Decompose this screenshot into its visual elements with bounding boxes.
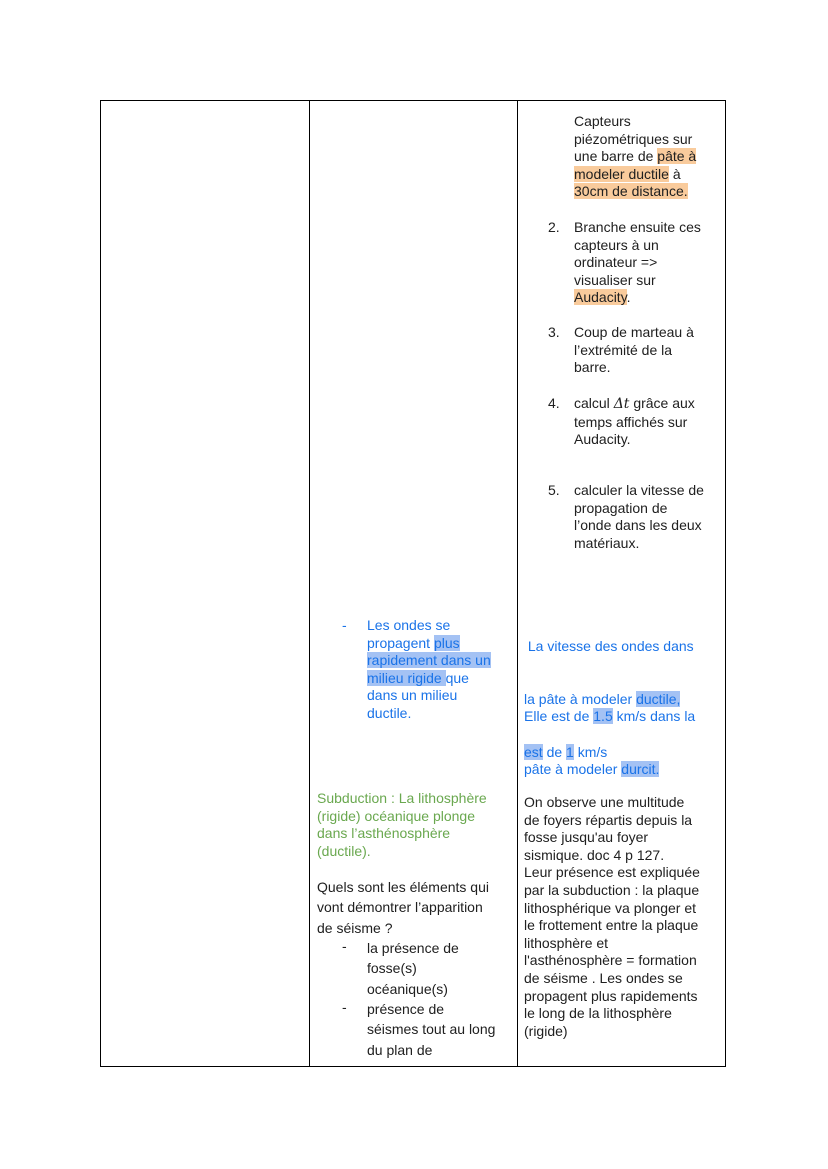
text-line: Les ondes se bbox=[367, 617, 451, 633]
text-line bbox=[524, 761, 695, 779]
text-span: une barre de bbox=[574, 148, 658, 165]
text-line bbox=[367, 652, 491, 670]
text-line: ductile. bbox=[367, 704, 412, 721]
text-line bbox=[574, 289, 701, 307]
highlight-blue: est bbox=[524, 743, 543, 760]
text-line: fosse(s) bbox=[367, 960, 417, 977]
text-line bbox=[574, 148, 696, 166]
text-span: propagent bbox=[367, 634, 434, 651]
text-line: l’onde dans les deux bbox=[574, 517, 702, 534]
highlight-orange: Audacity bbox=[574, 289, 627, 306]
text-line: de séisme ? bbox=[317, 919, 393, 936]
text-line: Quels sont les éléments qui bbox=[317, 879, 489, 895]
text-line: sismique. doc 4 p 127. bbox=[524, 846, 665, 863]
text-line: Capteurs bbox=[574, 113, 631, 129]
text-line: Audacity. bbox=[574, 431, 631, 448]
text-line bbox=[367, 670, 491, 688]
text-span: km/s bbox=[573, 743, 608, 760]
bullet-dash: - bbox=[342, 617, 347, 633]
text-line: (rigide) bbox=[524, 1022, 568, 1039]
text-line: le frottement entre la plaque bbox=[524, 917, 699, 934]
subduction-text bbox=[317, 790, 487, 860]
text-line: de foyers répartis depuis la bbox=[524, 811, 693, 828]
text-line: (ductile). bbox=[317, 842, 371, 859]
text-line: On observe une multitude bbox=[524, 794, 685, 810]
text-line: présence de bbox=[367, 1001, 445, 1017]
text-span: km/s dans la bbox=[612, 708, 696, 725]
highlight-blue: durcit. bbox=[621, 760, 660, 777]
text-line: piézométriques sur bbox=[574, 130, 693, 147]
text-line: (rigide) océanique plonge bbox=[317, 807, 475, 824]
text-line bbox=[574, 183, 696, 201]
bullet-dash: - bbox=[342, 999, 347, 1015]
highlight-orange: 30cm de distance. bbox=[574, 183, 688, 200]
math-symbol: Δt bbox=[613, 396, 630, 412]
step-number: 3. bbox=[548, 324, 560, 340]
text-line: Branche ensuite ces bbox=[574, 219, 701, 235]
text-line: Subduction : La lithosphère bbox=[317, 790, 487, 806]
highlight-blue: 1.5 bbox=[593, 708, 613, 725]
text-line bbox=[574, 395, 695, 414]
text-line: océanique(s) bbox=[367, 980, 448, 997]
highlight-blue: milieu rigide bbox=[367, 669, 446, 686]
text-span: pâte à modeler bbox=[524, 760, 622, 777]
step-3 bbox=[574, 324, 694, 377]
highlight-orange: modeler ductile bbox=[574, 165, 669, 182]
step-number: 4. bbox=[548, 395, 560, 411]
text-line: propagent plus rapidements bbox=[524, 987, 698, 1004]
bullet-fosse bbox=[367, 938, 459, 999]
text-line: visualiser sur bbox=[574, 271, 656, 288]
text-line: dans un milieu bbox=[367, 687, 458, 704]
text-line: temps affichés sur bbox=[574, 413, 688, 430]
text-line: lithosphérique va plonger et bbox=[524, 899, 697, 916]
step-1 bbox=[574, 113, 696, 201]
text-line: ordinateur => bbox=[574, 254, 658, 271]
text-span: Elle est de bbox=[524, 708, 594, 725]
text-line: Leur présence est expliquée bbox=[524, 864, 700, 881]
highlight-blue: rapidement dans un bbox=[367, 652, 491, 669]
step-5 bbox=[574, 482, 704, 552]
highlight-orange: pâte à bbox=[657, 148, 697, 165]
text-line: la présence de bbox=[367, 940, 459, 956]
highlight-blue: plus bbox=[433, 634, 460, 651]
text-line: capteurs à un bbox=[574, 236, 659, 253]
text-line: dans l’asthénosphère bbox=[317, 825, 451, 842]
text-line: calculer la vitesse de bbox=[574, 482, 704, 498]
text-line: l’extrémité de la bbox=[574, 341, 673, 358]
text-span: la pâte à modeler bbox=[524, 690, 637, 707]
text-line bbox=[524, 708, 695, 726]
text-span: . bbox=[626, 289, 631, 306]
text-line bbox=[367, 635, 491, 653]
text-line: de séisme . Les ondes se bbox=[524, 969, 683, 986]
step-number: 5. bbox=[548, 482, 560, 498]
text-span: que bbox=[445, 669, 469, 686]
text-span: calcul bbox=[574, 395, 614, 411]
question-text bbox=[317, 877, 489, 938]
text-line bbox=[574, 166, 696, 184]
result-block bbox=[524, 673, 695, 796]
text-line: Coup de marteau à bbox=[574, 324, 694, 340]
bullet-seismes bbox=[367, 999, 495, 1060]
text-line: fosse jusqu'au foyer bbox=[524, 829, 649, 846]
text-span: à bbox=[668, 165, 681, 182]
text-line: l'asthénosphère = formation bbox=[524, 952, 697, 969]
column-divider bbox=[309, 101, 310, 1066]
waves-bullet bbox=[367, 617, 491, 723]
text-line: le long de la lithosphère bbox=[524, 1005, 672, 1022]
text-line: barre. bbox=[574, 359, 611, 376]
text-line: lithosphère et bbox=[524, 934, 609, 951]
column-divider bbox=[517, 101, 518, 1066]
text-line: du plan de bbox=[367, 1041, 433, 1058]
text-span: de bbox=[542, 743, 567, 760]
highlight-blue: ductile, bbox=[636, 690, 681, 707]
highlight-blue: 1 bbox=[566, 743, 574, 760]
step-number: 2. bbox=[548, 219, 560, 235]
step-2 bbox=[574, 219, 701, 307]
text-line: matériaux. bbox=[574, 534, 640, 551]
text-line: vont démontrer l’apparition bbox=[317, 899, 483, 916]
text-line: par la subduction : la plaque bbox=[524, 881, 700, 898]
step-4 bbox=[574, 395, 695, 449]
observation-paragraph bbox=[524, 794, 700, 1040]
text-line: séismes tout au long bbox=[367, 1021, 496, 1038]
text-line: propagation de bbox=[574, 499, 668, 516]
text-span: grâce aux bbox=[629, 395, 695, 411]
bullet-dash: - bbox=[342, 938, 347, 954]
text-line: La vitesse des ondes dans bbox=[524, 638, 694, 655]
